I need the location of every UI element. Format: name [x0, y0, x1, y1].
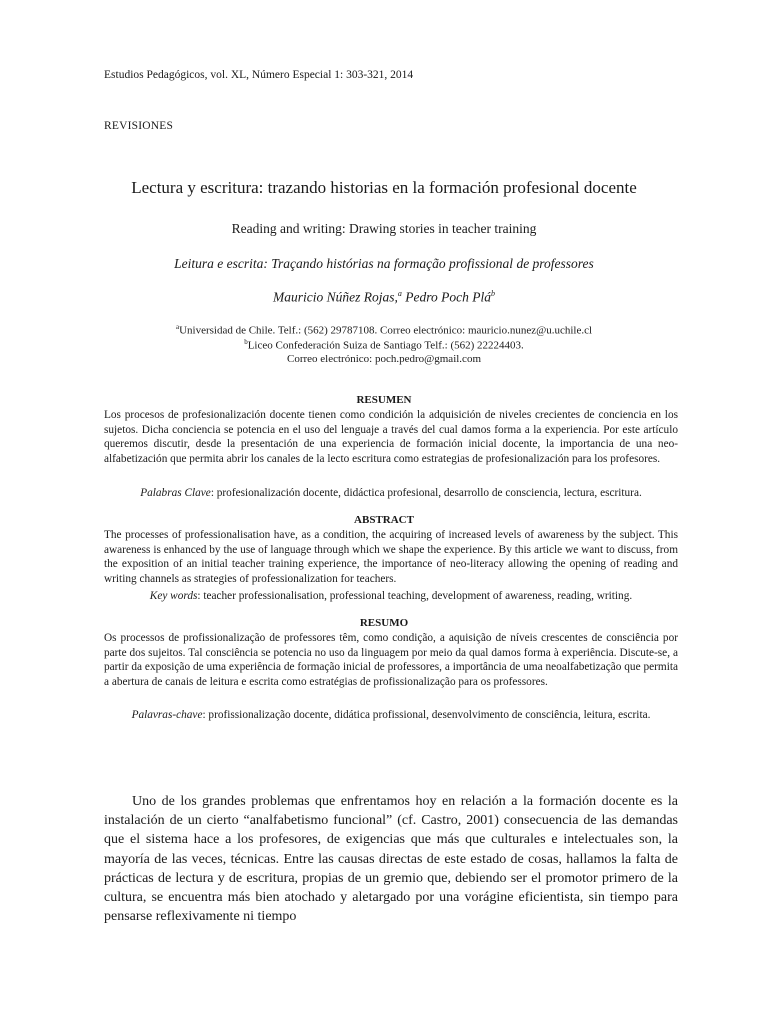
affiliation-a-marker: a	[175, 323, 180, 331]
author-line	[0, 289, 768, 306]
section-label: REVISIONES	[104, 120, 174, 132]
article-title-english: Reading and writing: Drawing stories in teacher training	[231, 221, 537, 236]
author-name-2: Pedro Poch Plá	[401, 289, 491, 305]
abstract-text: The processes of professionalisation have, as a condition, the acquiring of increased levels of awareness by the subject. This awareness is enhanced by the use of language through which we shape the experience. By this article we want to discuss, from the exposition of an initial teacher training experience, the importance of neo-literacy allowing the opening of reading and writing channels as strategies of professionalization for teachers.	[104, 529, 678, 585]
resumo-keywords-label: Palavras-chave	[131, 709, 203, 721]
abstract-keywords	[104, 590, 678, 602]
affiliation-b	[0, 338, 768, 352]
resumen-keywords-label: Palabras Clave	[140, 487, 211, 499]
article-title-portuguese: Leitura e escrita: Traçando histórias na formação profissional de professores	[174, 256, 594, 271]
resumo-heading: RESUMO	[359, 617, 409, 629]
author-2-affiliation-marker: b	[490, 289, 495, 298]
resumo-text: Os processos de profissionalização de professores têm, como condição, a aquisição de níveis crescentes de consciência por parte dos sujeitos. Tal consciência se potencia no uso da linguagem por meio da qual damos forma à experiência. Discute-se, a partir da exposição de uma experiência de formação inicial de professores, a importância de uma neoalfabetização que permita a abertura de canais de leitura e escrita como estratégias de profissionalização para os professores.	[104, 632, 678, 688]
abstract-heading: ABSTRACT	[354, 514, 414, 526]
resumo-keywords-text: : profissionalização docente, didática profissional, desenvolvimento de consciência, leitura, escrita.	[202, 709, 651, 721]
abstract-keywords-label: Key words	[149, 590, 198, 602]
affiliation-b-email: Correo electrónico: poch.pedro@gmail.com	[286, 353, 481, 365]
resumen-text: Los procesos de profesionalización docente tienen como condición la adquisición de niveles crecientes de conciencia en los sujetos. Dicha conciencia se potencia en el uso del lenguaje a través del cual damos forma a la experiencia. Por este artículo queremos discutir, desde la presentación de una experiencia de formación inicial docente, la importancia de una neo-alfabetización que permita abrir los canales de la lecto escritura como estrategias de profesionalización para los profesores.	[104, 409, 678, 465]
author-1-affiliation-marker: a	[397, 289, 402, 298]
resumen-keywords	[104, 487, 678, 499]
body-paragraph: Uno de los grandes problemas que enfrentamos hoy en relación a la formación docente es la instalación de un cierto “analfabetismo funcional” (cf. Castro, 2001) consecuencia de las demandas que el sistema hace a los profesores, de exigencias que más que culturales e intelectuales son, la mayoría de las veces, técnicas. Entre las causas directas de este estado de cosas, hallamos la falta de prácticas de lectura y de escritura, propias de un gremio que, debiendo ser el promotor primero de la cultura, se encuentra más bien atochado y aletargado por una vorágine eficientista, sin tiempo para pensarse reflexivamente ni tiempo	[104, 794, 678, 925]
resumen-keywords-text: : profesionalización docente, didáctica profesional, desarrollo de consciencia, lectura, escritura.	[210, 487, 642, 499]
article-title: Lectura y escritura: trazando historias en la formación profesional docente	[131, 178, 637, 197]
abstract-keywords-text: : teacher professionalisation, professional teaching, development of awareness, reading, writing.	[197, 590, 633, 602]
author-name-1: Mauricio Núñez Rojas,	[273, 289, 398, 305]
resumo-keywords	[104, 709, 678, 721]
resumen-heading: RESUMEN	[356, 394, 412, 406]
affiliation-a	[0, 323, 768, 337]
affiliation-a-text: Universidad de Chile. Telf.: (562) 29787108. Correo electrónico: mauricio.nunez@u.uchile.cl	[179, 324, 593, 337]
journal-citation: Estudios Pedagógicos, vol. XL, Número Especial 1: 303-321, 2014	[104, 69, 414, 81]
affiliation-b-text: Liceo Confederación Suiza de Santiago Telf.: (562) 22224403.	[247, 339, 524, 352]
affiliation-b-marker: b	[244, 338, 248, 346]
